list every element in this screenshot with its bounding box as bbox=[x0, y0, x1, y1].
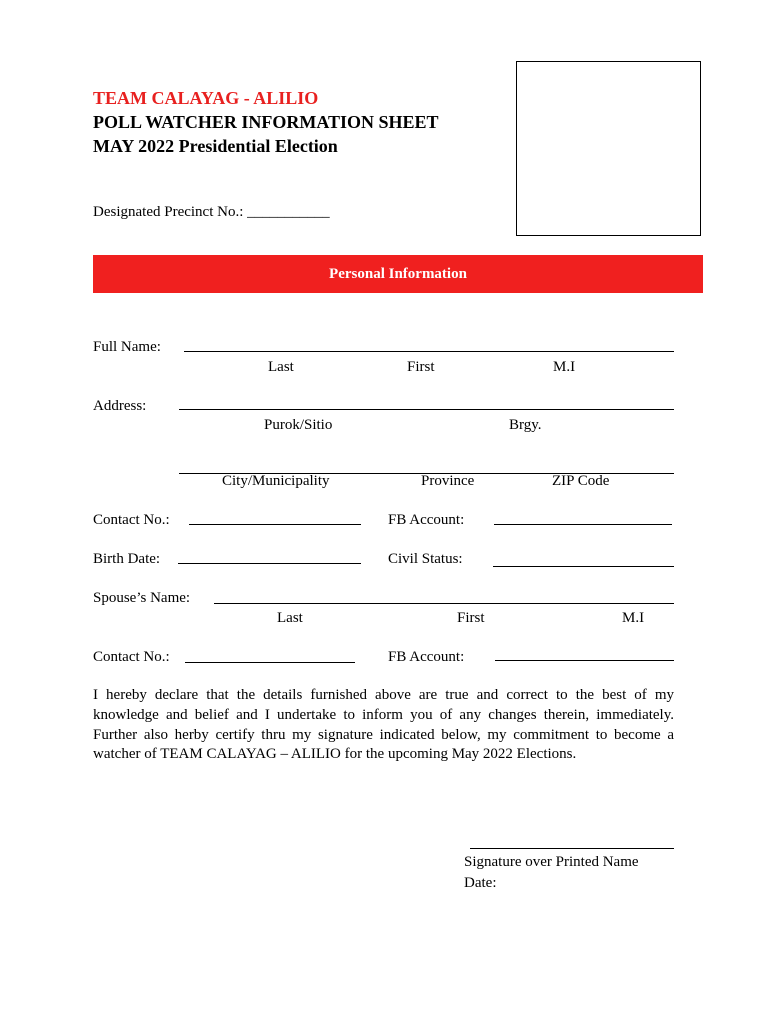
full-name-sub-mi: M.I bbox=[553, 359, 576, 375]
spouse-name-label: Spouse’s Name: bbox=[93, 590, 191, 606]
spouse-sub-first: First bbox=[457, 610, 485, 626]
signature-line[interactable] bbox=[470, 848, 674, 849]
photo-box bbox=[516, 61, 701, 236]
precinct-blank: ___________ bbox=[247, 204, 330, 220]
precinct-field bbox=[93, 203, 330, 221]
signature-label: Signature over Printed Name bbox=[464, 854, 639, 870]
team-title: TEAM CALAYAG - ALILIO bbox=[93, 88, 319, 108]
declaration-paragraph: I hereby declare that the details furnished above are true and correct to the best of my knowledge and belief and I undertake to inform you of any changes therein, immediately. Further also herby certify thru my signature indicated below, my commitment to become a watcher of TEAM CALAYAG – ALILIO for the upcoming May 2022 Elections. bbox=[93, 687, 674, 763]
fb-account-label: FB Account: bbox=[388, 512, 465, 528]
spouse-contact-line[interactable] bbox=[185, 662, 355, 663]
election-title: MAY 2022 Presidential Election bbox=[93, 136, 338, 156]
contact-label: Contact No.: bbox=[93, 512, 170, 528]
address-label: Address: bbox=[93, 398, 147, 414]
date-label: Date: bbox=[464, 875, 497, 891]
spouse-sub-last: Last bbox=[277, 610, 303, 626]
sheet-title: POLL WATCHER INFORMATION SHEET bbox=[93, 112, 439, 132]
civil-status-label: Civil Status: bbox=[388, 551, 463, 567]
civil-status-line[interactable] bbox=[493, 566, 674, 567]
address-sub-city: City/Municipality bbox=[222, 473, 330, 489]
full-name-sub-last: Last bbox=[268, 359, 294, 375]
address-line-1[interactable] bbox=[179, 409, 674, 410]
address-sub-zip: ZIP Code bbox=[552, 473, 610, 489]
full-name-sub-first: First bbox=[407, 359, 435, 375]
contact-line[interactable] bbox=[189, 524, 361, 525]
address-sub-brgy: Brgy. bbox=[509, 417, 542, 433]
fb-account-line[interactable] bbox=[494, 524, 672, 525]
spouse-name-line[interactable] bbox=[214, 603, 674, 604]
birth-date-label: Birth Date: bbox=[93, 551, 161, 567]
birth-date-line[interactable] bbox=[178, 563, 361, 564]
spouse-fb-account-label: FB Account: bbox=[388, 649, 465, 665]
spouse-contact-label: Contact No.: bbox=[93, 649, 170, 665]
spouse-sub-mi: M.I bbox=[622, 610, 645, 626]
personal-information-banner bbox=[93, 255, 703, 293]
full-name-line[interactable] bbox=[184, 351, 674, 352]
spouse-fb-account-line[interactable] bbox=[495, 660, 674, 661]
full-name-label: Full Name: bbox=[93, 339, 161, 355]
address-sub-province: Province bbox=[421, 473, 475, 489]
precinct-label: Designated Precinct No.: bbox=[93, 204, 248, 220]
banner-label: Personal Information bbox=[329, 266, 467, 282]
address-sub-purok: Purok/Sitio bbox=[264, 417, 333, 433]
